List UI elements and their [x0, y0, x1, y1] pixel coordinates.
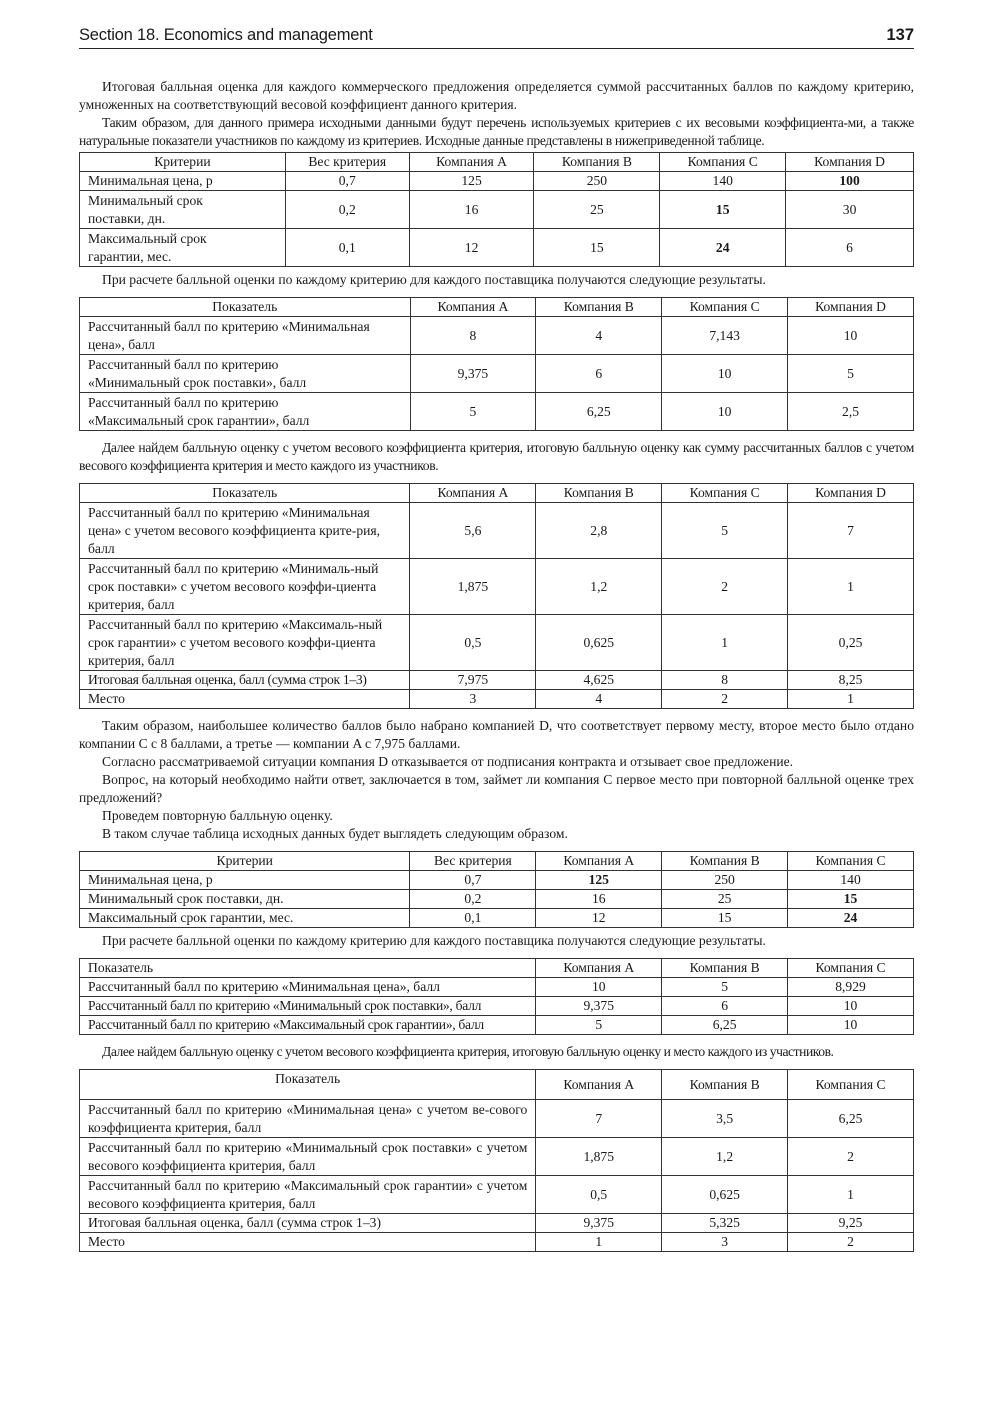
- cell: 7,143: [662, 317, 788, 355]
- column-header: Компания C: [662, 484, 788, 503]
- row-label: Итоговая балльная оценка, балл (сумма строк 1–3): [80, 671, 410, 690]
- cell: 2,8: [536, 503, 662, 559]
- table-row: [80, 871, 914, 890]
- paragraph: Далее найдем балльную оценку с учетом весового коэффициента критерия, итоговую балльную оценку как сумму рассчитанных баллов с учетом весового коэффициента критерия и место каждого из участников.: [79, 440, 914, 473]
- page-body: [79, 78, 914, 1252]
- table-row: [80, 1016, 914, 1035]
- cell: 1: [788, 690, 914, 709]
- row-label: Рассчитанный балл по критерию «Максимальный срок гарантии», балл: [80, 393, 411, 431]
- table-row: [80, 978, 914, 997]
- row-label: Рассчитанный балл по критерию «Максимальный срок гарантии», балл: [80, 1016, 536, 1035]
- cell: 10: [788, 1016, 914, 1035]
- cell: 7,975: [410, 671, 536, 690]
- cell: 10: [662, 355, 788, 393]
- cell: 7: [536, 1100, 662, 1138]
- cell: 4,625: [536, 671, 662, 690]
- cell: 140: [660, 172, 786, 191]
- cell: 3: [662, 1233, 788, 1252]
- cell: 9,375: [410, 355, 536, 393]
- row-label: Минимальная цена, р: [80, 172, 286, 191]
- row-label: Минимальная цена, р: [80, 871, 410, 890]
- column-header: Вес критерия: [285, 153, 409, 172]
- cell: 0,625: [536, 615, 662, 671]
- cell: 3: [410, 690, 536, 709]
- total-row: [80, 1214, 914, 1233]
- column-header: Вес критерия: [410, 852, 536, 871]
- row-label: Рассчитанный балл по критерию «Максимальный срок гарантии» с учетом весового коэффициента критерия, балл: [80, 1176, 536, 1214]
- cell: 16: [409, 191, 534, 229]
- table-row: [80, 355, 914, 393]
- column-header: Компания B: [662, 959, 788, 978]
- cell: 8: [662, 671, 788, 690]
- cell: 0,1: [410, 909, 536, 928]
- paragraph: Далее найдем балльную оценку с учетом весового коэффициента критерия, итоговую балльную оценку и место каждого из участников.: [102, 1044, 834, 1059]
- cell: 0,2: [285, 191, 409, 229]
- source-data-table-4-companies: [79, 152, 914, 267]
- row-label: Рассчитанный балл по критерию «Минимальный срок поставки», балл: [80, 997, 536, 1016]
- cell: 10: [788, 997, 914, 1016]
- column-header: Компания A: [410, 484, 536, 503]
- cell: 1,875: [410, 559, 536, 615]
- column-header: Показатель: [80, 484, 410, 503]
- best-value-cell: 100: [786, 172, 914, 191]
- section-title: Section 18. Economics and management: [79, 26, 373, 44]
- column-header: Компания B: [534, 153, 660, 172]
- cell: 10: [788, 317, 914, 355]
- table-row: [80, 229, 914, 267]
- cell: 1: [662, 615, 788, 671]
- cell: 0,5: [536, 1176, 662, 1214]
- cell: 5: [662, 503, 788, 559]
- cell: 5: [662, 978, 788, 997]
- cell: 2: [662, 690, 788, 709]
- column-header: Компания A: [536, 852, 662, 871]
- table-header-row: [80, 852, 914, 871]
- column-header: Компания C: [662, 298, 788, 317]
- column-header: Компания A: [410, 298, 536, 317]
- table-header-row: [80, 153, 914, 172]
- cell: 8: [410, 317, 536, 355]
- table-row: [80, 909, 914, 928]
- table-row: [80, 1100, 914, 1138]
- row-label: Минимальный срок поставки, дн.: [80, 191, 286, 229]
- cell: 4: [536, 690, 662, 709]
- cell: 2,5: [788, 393, 914, 431]
- cell: 6,25: [788, 1100, 914, 1138]
- best-value-cell: 24: [788, 909, 914, 928]
- column-header: Показатель: [80, 298, 411, 317]
- column-header: Компания C: [660, 153, 786, 172]
- cell: 1: [536, 1233, 662, 1252]
- cell: 250: [662, 871, 788, 890]
- cell: 3,5: [662, 1100, 788, 1138]
- best-value-cell: 24: [660, 229, 786, 267]
- table-row: [80, 503, 914, 559]
- row-label: Рассчитанный балл по критерию «Минимальная цена» с учетом ве-сового коэффициента критерия, балл: [80, 1100, 536, 1138]
- column-header: Компания B: [536, 298, 662, 317]
- column-header: Компания C: [788, 852, 914, 871]
- paragraph: Итоговая балльная оценка для каждого коммерческого предложения определяется суммой рассчитанных баллов по каждому критерию, умноженных на соответствующий весовой коэффициент данного критерия.: [79, 79, 914, 112]
- cell: 8,25: [788, 671, 914, 690]
- cell: 30: [786, 191, 914, 229]
- cell: 1,2: [662, 1138, 788, 1176]
- table-row: [80, 559, 914, 615]
- column-header: Компания A: [536, 1070, 662, 1100]
- cell: 12: [536, 909, 662, 928]
- column-header: Компания B: [536, 484, 662, 503]
- cell: 0,625: [662, 1176, 788, 1214]
- table-row: [80, 615, 914, 671]
- cell: 6: [536, 355, 662, 393]
- source-data-table-3-companies: [79, 851, 914, 928]
- cell: 15: [534, 229, 660, 267]
- cell: 5: [536, 1016, 662, 1035]
- column-header: Компания D: [786, 153, 914, 172]
- paragraph: Вопрос, на который необходимо найти ответ, заключается в том, займет ли компания C первое место при повторной балльной оценке трех предложений?: [79, 772, 914, 805]
- cell: 1: [788, 559, 914, 615]
- cell: 12: [409, 229, 534, 267]
- best-value-cell: 15: [788, 890, 914, 909]
- row-label: Рассчитанный балл по критерию «Минимальная цена» с учетом весового коэффициента крите-рия, балл: [80, 503, 410, 559]
- column-header: Показатель: [80, 1070, 536, 1100]
- cell: 2: [788, 1138, 914, 1176]
- table-row: [80, 317, 914, 355]
- cell: 5,325: [662, 1214, 788, 1233]
- column-header: Компания D: [788, 484, 914, 503]
- column-header: Компания C: [788, 959, 914, 978]
- table-row: [80, 172, 914, 191]
- weighted-scores-table-4-companies: [79, 483, 914, 709]
- cell: 4: [536, 317, 662, 355]
- best-value-cell: 125: [536, 871, 662, 890]
- column-header: Критерии: [80, 852, 410, 871]
- cell: 1,875: [536, 1138, 662, 1176]
- column-header: Компания B: [662, 1070, 788, 1100]
- cell: 6,25: [536, 393, 662, 431]
- cell: 1: [788, 1176, 914, 1214]
- cell: 9,375: [536, 1214, 662, 1233]
- rank-row: [80, 1233, 914, 1252]
- total-row: [80, 671, 914, 690]
- column-header: Показатель: [80, 959, 536, 978]
- scores-table-3-companies: [79, 958, 914, 1035]
- cell: 15: [662, 909, 788, 928]
- best-value-cell: 15: [660, 191, 786, 229]
- cell: 10: [536, 978, 662, 997]
- cell: 5: [788, 355, 914, 393]
- cell: 0,25: [788, 615, 914, 671]
- row-label: Итоговая балльная оценка, балл (сумма строк 1–3): [80, 1214, 536, 1233]
- cell: 10: [662, 393, 788, 431]
- cell: 5: [410, 393, 536, 431]
- table-header-row: [80, 298, 914, 317]
- cell: 6: [786, 229, 914, 267]
- table-row: [80, 393, 914, 431]
- paragraph: Проведем повторную балльную оценку.: [102, 808, 333, 823]
- row-label: Рассчитанный балл по критерию «Минимальная цена», балл: [80, 317, 411, 355]
- table-header-row: [80, 1070, 914, 1100]
- row-label: Рассчитанный балл по критерию «Минималь-ный срок поставки» с учетом весового коэффи-циента критерия, балл: [80, 559, 410, 615]
- column-header: Компания D: [788, 298, 914, 317]
- page-number: 137: [886, 26, 914, 44]
- row-label: Рассчитанный балл по критерию «Минимальный срок поставки», балл: [80, 355, 411, 393]
- table-row: [80, 191, 914, 229]
- table-row: [80, 997, 914, 1016]
- cell: 1,2: [536, 559, 662, 615]
- cell: 0,5: [410, 615, 536, 671]
- running-header: [79, 26, 914, 49]
- cell: 8,929: [788, 978, 914, 997]
- column-header: Компания B: [662, 852, 788, 871]
- cell: 25: [534, 191, 660, 229]
- column-header: Компания A: [409, 153, 534, 172]
- paragraph: В таком случае таблица исходных данных будет выглядеть следующим образом.: [102, 826, 568, 841]
- cell: 9,375: [536, 997, 662, 1016]
- table-row: [80, 890, 914, 909]
- cell: 6: [662, 997, 788, 1016]
- cell: 16: [536, 890, 662, 909]
- cell: 9,25: [788, 1214, 914, 1233]
- weighted-scores-table-3-companies: [79, 1069, 914, 1252]
- row-label: Максимальный срок гарантии, мес.: [80, 229, 286, 267]
- cell: 0,7: [410, 871, 536, 890]
- column-header: Компания A: [536, 959, 662, 978]
- scores-table-4-companies: [79, 297, 914, 431]
- paragraph: Таким образом, наибольшее количество баллов было набрано компанией D, что соответствует первому месту, второе место было отдано компании C с 8 баллами, а третье — компании A с 7,975 баллами.: [79, 718, 914, 751]
- row-label: Место: [80, 1233, 536, 1252]
- table-header-row: [80, 959, 914, 978]
- row-label: Минимальный срок поставки, дн.: [80, 890, 410, 909]
- row-label: Место: [80, 690, 410, 709]
- cell: 5,6: [410, 503, 536, 559]
- paragraph: Согласно рассматриваемой ситуации компания D отказывается от подписания контракта и отзывает свое предложение.: [102, 754, 794, 769]
- cell: 0,2: [410, 890, 536, 909]
- cell: 7: [788, 503, 914, 559]
- paragraph: При расчете балльной оценки по каждому критерию для каждого поставщика получаются следующие результаты.: [102, 272, 766, 287]
- cell: 6,25: [662, 1016, 788, 1035]
- paragraph: Таким образом, для данного примера исходными данными будут перечень используемых критериев с их весовыми коэффициента-ми, а также натуральные показатели участников по каждому из критериев. Исходные данные представлены в нижеприведенной таблице.: [79, 115, 914, 148]
- row-label: Рассчитанный балл по критерию «Минимальный срок поставки» с учетом весового коэффициента критерия, балл: [80, 1138, 536, 1176]
- cell: 140: [788, 871, 914, 890]
- cell: 25: [662, 890, 788, 909]
- row-label: Максимальный срок гарантии, мес.: [80, 909, 410, 928]
- table-row: [80, 1138, 914, 1176]
- column-header: Критерии: [80, 153, 286, 172]
- column-header: Компания C: [788, 1070, 914, 1100]
- rank-row: [80, 690, 914, 709]
- row-label: Рассчитанный балл по критерию «Максималь-ный срок гарантии» с учетом весового коэффи-циента критерия, балл: [80, 615, 410, 671]
- cell: 0,7: [285, 172, 409, 191]
- cell: 250: [534, 172, 660, 191]
- paragraph: При расчете балльной оценки по каждому критерию для каждого поставщика получаются следующие результаты.: [102, 933, 766, 948]
- cell: 2: [662, 559, 788, 615]
- cell: 0,1: [285, 229, 409, 267]
- table-row: [80, 1176, 914, 1214]
- row-label: Рассчитанный балл по критерию «Минимальная цена», балл: [80, 978, 536, 997]
- cell: 125: [409, 172, 534, 191]
- cell: 2: [788, 1233, 914, 1252]
- table-header-row: [80, 484, 914, 503]
